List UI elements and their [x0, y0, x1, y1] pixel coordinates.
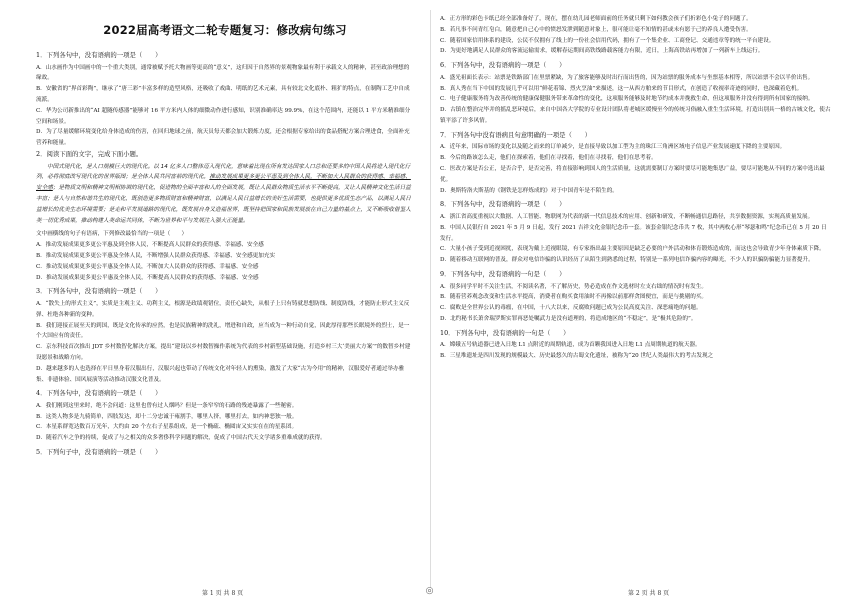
question-stem: 5．下列句子中，没有语病的一项是（ ）: [36, 448, 162, 457]
question-5-options: [440, 14, 832, 57]
option-a: A．“散失上的形式主义”，实质是主观主义、功利主义，根源是政绩观错位，责任心缺失，从根子上只有铸就思想防线、制度防线，才能防止形式主义反弹、杜绝各种新的变种。: [36, 300, 410, 318]
option-b: B．真人秀在当下中国的发展几乎可以用“鲜花着锦、烈火烹油”来描述，这一从西方舶来的节目形式，在创造了收视率奇迹的同时，也深藏着危机。: [440, 85, 803, 92]
page-footer-right: 第 2 页 共 8 页: [628, 590, 670, 597]
option-c: C．本星系群宽达数百万光年，大约由 20 个左右子星系组成，是一个椭疏、椭圆宙又实实在在的星系团。: [36, 424, 298, 431]
passage-text-tail: ；是物质文明和精神文明相协调的现代化，促进物的全面丰富和人的全面发展，既让人民群众物质生活水平不断提高，又让人民精神文化生活日益丰富；是人与自然和谐共生的现代化，既创造更多物质财富和精神财富，以满足人民日益增长的美好生活需要，也提供更多优质生态产品，以满足人民日益增长的优美生态环境需要；是走和平发展道路的现代化，既发展自身又造福世界，既坚持把国家和民族发展放在自己力量的基点上，又不断吸收借鉴人类一切优秀成果，推动构建人类命运共同体，不断为世界和平与发展注入强大正能量。: [36, 185, 411, 224]
option-b: B．今后的路该怎么走，他们在探索着，他们在寻找着，他们在寻找着，他们在思考着。: [440, 155, 657, 162]
question-stem: 4．下列各句中，没有语病的一项是（ ）: [36, 389, 162, 398]
question-10: [440, 328, 832, 362]
question-6: [440, 60, 832, 127]
question-stem: 10．下列各句中，没有语病的一句是（ ）: [440, 328, 570, 337]
question-3: [36, 286, 414, 385]
option-d: D．古镇在整治完毕并的摇乱恶环境后，来自中国各大学院的专业设计团队将老城区缓慢至今的传统习俗融入重生生活环境，打造出别具一格的古城文化，使古镇平添了许多风情。: [440, 107, 831, 124]
question-9: [440, 269, 832, 325]
option-a: A．我们刚到这里来时，绝不会问道：这里也曾有过人烟吗？但是一条窄窄的石路的残迹暴露了一些秘密。: [36, 402, 298, 409]
question-stem: 9．下列各句中，没有语病的一句是（ ）: [440, 269, 566, 278]
option-a: A．浙江省高度重视以大数据、人工智能、物联网为代表的新一代信息技术的应用、创新和研发，不断畅通信息路径，共享数据资源，实现高质量发展。: [440, 213, 814, 220]
question-stem: 1．下列各句中，没有语病的一项是（ ）: [36, 51, 162, 59]
option-d: D．为更好地满足人民群众的客流运输需求，缓解春运期间高铁线路载客能力有限，近日，上海高铁站再增加了一列新车上线运行。: [440, 48, 764, 55]
option-a: A．盛光祖面长表示：站票是铁路部门在里票紧缺，为了旅客能够及时出行而出售的，因为站票的服务成本与坐票基本相等，所以站票不会以半价出售。: [440, 74, 814, 81]
option-c: C．随着国家信用体系的建设，公民不仅拥有了线上的一份社会信用代码，拥有了一个集企业、工商登记、交通违章等的统一平台建设。: [440, 37, 775, 44]
reading-passage: [36, 162, 414, 227]
binding-hole-icon: ◎: [425, 586, 434, 596]
option-b: B．三星堆遗址是四川发现的规模最大、历史最悠久的古蜀文化遗址，被称为“20 世纪人类最伟大的考古发现之: [440, 353, 714, 360]
option-b: B．中国人民银行自 2021 年 5 月 9 日起，发行 2021 吉祥文化金银纪念币一套。该套金银纪念币共 7 枚，其中两枚心形“琴瑟和鸣”纪念币已在 5 月 20 日发行。: [440, 224, 827, 242]
question-4: [36, 388, 414, 444]
option-d: D．奥斯特洛夫斯基的《钢铁是怎样炼成的》对于中国青年是不陌生的。: [440, 187, 618, 194]
option-c: C．大量小孩子受到近视困扰，表现为戴上近视眼镜，有专家指出最主要原因是缺乏必要的户外活动和体育锻炼造成的，而这也会导致青少年身体素质下降。: [440, 246, 825, 253]
option-d: D．随着汽车之争的持续，促成了与之相关的众多奢侈科学问题的解决，促成了中国古代天文学诸多重难成就的获得。: [36, 435, 326, 442]
document-title: 2022届高考语文二轮专题复习：修改病句练习: [103, 23, 347, 37]
option-c: C．电子健康服务将为改善传统的健康保健服务带来革命性的变化，这项服务能够及时地节约成本并挽救生命，但这项服务并没有得到所有国家的接纳。: [440, 96, 814, 103]
question-5-stem: [36, 447, 414, 458]
option-b: B．推动发展成果更多更公平惠及全体人民，不断增强人民群众获得感、幸福感、安全感更加充实: [36, 252, 276, 259]
sub-question-stem: 文中画横线的句子有语病，下列修改最恰当的一项是（ ）: [36, 231, 188, 238]
question-stem: 2．阅读下面的文字，完成下面小题。: [36, 149, 143, 158]
option-b: B．若凡事不问青红皂白，随意把自己心中的愤怒发泄到随意对象上，很可能让毫不知情的甚或未有愿于己的养良人遭受伤害。: [440, 26, 752, 33]
question-stem: 8．下列各句中，没有语病的一项是（ ）: [440, 200, 566, 209]
option-d: D．为了尽量缓解环境变化给身体造成的伤害，在回归地球之前，航天员每天都会加大锻炼力度，还会根据专家给出的食品搭配方案合理进食，全面补充营养和能量。: [36, 129, 410, 147]
option-d: D．随着移动互联网的普及，群众对电信诈骗的认识经历了从陌生到熟悉的过程，特别是一系列电信诈骗内容的曝光，不少人的识骗防骗能力显著提升。: [440, 257, 814, 264]
option-a: A．推动发展成果更多更公平惠及到全体人民，不断提高人民群众的获得感、幸福感、安全感: [36, 242, 264, 249]
option-a: A．嫦娥五号轨道器已进入日地 L1 点附近的周期轨道，成为首颗我国进入日地 L1 点周期轨道的航天器。: [440, 342, 701, 349]
option-d: D．推动发展成果更多更公平惠及全体人民，不断提高人民群众的获得感、幸福感、安全感: [36, 274, 259, 281]
page-footer-left: 第 1 页 共 8 页: [202, 590, 244, 597]
question-8: [440, 199, 832, 266]
option-b: B．这类人物多是九骑简单，四肢发达，却十二分忠诚于雍割手，哪里人挤，哪里打去，如内神恶独一般。: [36, 413, 298, 420]
option-c: C．推动发展成果更多更公平惠及全体人民，不断加大人民群众的获得感、幸福感、安全感: [36, 263, 259, 270]
option-b: B．安徽省的“界首彩陶”，继承了“唐三彩”丰富多样的造型风格，还吸收了戏曲、明纸的艺术元素，具有较北文化底朴、粗犷的特点，在制陶工艺中自成流派。: [36, 86, 410, 103]
option-a: A．很多同学平时不关注生活，不阅读名著，不了解历史，势必造成在作文选材时左支右绌的情况时有发生。: [440, 283, 707, 290]
option-b: B．我们迎接正展至天的到国，既是文化传承的应然，也是民族精神的洗礼，增进和自政，应当成为一种行动自觉，因此厚待那些长眠境外的烈士，是一个大国应有的责任。: [36, 322, 410, 340]
question-2: [36, 149, 414, 283]
question-stem: 6．下列各句中，没有语病的一项是（ ）: [440, 61, 566, 70]
question-stem: 7．下列各句中没有语病且句意明确的一项是（ ）: [440, 130, 592, 139]
page-right: [430, 0, 860, 608]
underlined-sentence: 推动发展成果更多更公平惠及到全体人民，不断加大人民群众的获得感、幸福感、安全感: [36, 174, 411, 192]
option-a: A．近年来，国际市场的变化以及随之而来的订单减少，是直接导致以加工型为主的珠江三角洲区域电子信息产业发展速度下降的主要原因。: [440, 144, 786, 151]
option-c: C．华为公司新推出的“AI 超隧传感器”能够对 16 平方米内人体的细微动作进行感知，识别准确率达 99.9%，在这个范围内，还能以 1 平方米精准细分空间和场景。: [36, 107, 411, 125]
option-a: A．山水画作为中国画中的一个重大类别，通常被赋予托大物画等更高的“意义”，这归因于自然界的景观物象最有利于承载文人的精神，甚至政治理想的缘故。: [36, 64, 410, 82]
question-1: [36, 50, 414, 149]
option-c: C．京东科技首次推出 JDT 乡村数智化解决方案，提出“建设以乡村数智操作系统为代表的乡村新型基础设施，打造乡村三大‘美丽大方案’”的数智乡村建设愿景和战略方向。: [36, 344, 411, 361]
option-c: C．医改方案是否公正，是否合乎，是否完善，将直接影响到国人的生活质量，这就需要制订方案时要尽可能地集思广益，要尽可能地从不同的方案中选出最优。: [440, 165, 825, 183]
option-c: C．腐败是全世界公认的毒瘤，在中国，十八大以来，反腐败问题已成为公民高度关注、深恶痛绝的问题。: [440, 305, 702, 312]
option-d: D．北约秘书长萧舍瑞罗斯实罪再恶处嘱武力是没有道理的，将造成地区的“不稳定”，是“极其危险的”。: [440, 315, 697, 322]
option-b: B．随着营养观念改变和生活水平提高，消费者在购买食用油时不再像以前那样贪图便宜，而是与挑剔的买。: [440, 294, 708, 301]
option-a: A．正方形的彩色卡纸已经全部准备好了，现在，摆在幼儿园老师面前的任务就只剩下如何教会孩子们折彩色小兔子的问题了。: [440, 16, 752, 22]
question-stem: 3．下列各句中，没有语病的一项是（ ）: [36, 287, 162, 296]
option-d: D．越来越多的人也选择在平日里身着汉服出行，汉服兴起也带动了传统文化对年轻人的熏染，激发了大家“古为今用”的精神，汉服爱好者通过举办雅集、非遗体验、国风展演等活动推动汉服文化普及。: [36, 365, 405, 383]
passage-text: 中国式现代化，是人口规模巨大的现代化。以 14 亿多人口整体迈入现代化，意味着比现在所有发达国家人口总和还要多的中国人民将进入现代化行列，必将彻底改写现代化的世界版图；是全体人民共同富裕的现代化，: [36, 163, 411, 181]
question-7: [440, 130, 832, 197]
